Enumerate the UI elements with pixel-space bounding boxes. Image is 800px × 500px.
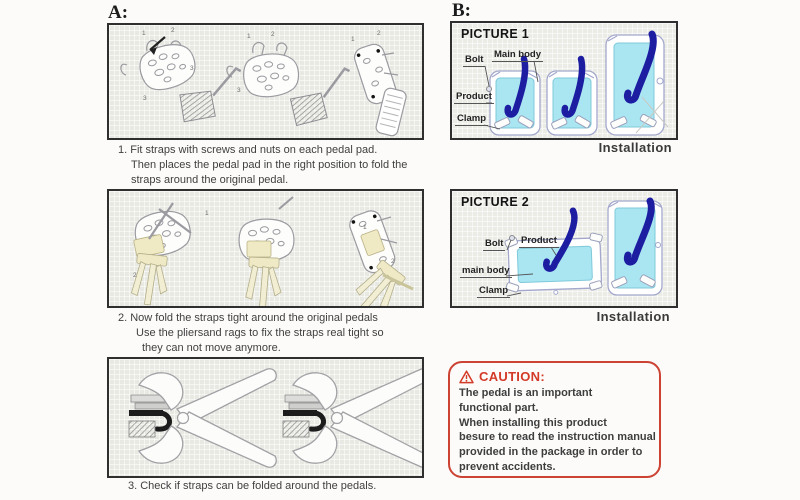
diagram-digit: 1 bbox=[142, 30, 146, 37]
caution-header bbox=[459, 368, 651, 385]
diagram-digit: 1 bbox=[247, 33, 251, 40]
caption-step-3-line-1: 3. Check if straps can be folded around the pedals. bbox=[128, 480, 377, 492]
warning-triangle-icon bbox=[459, 370, 474, 384]
exploded-diagram-step1 bbox=[109, 25, 422, 138]
pliers-diagram-step3 bbox=[109, 359, 422, 476]
diagram-digit: 1 bbox=[205, 210, 209, 217]
diagram-digit: 3 bbox=[237, 87, 241, 94]
diagram-digit: 2 bbox=[271, 31, 275, 38]
caution-line-1: The pedal is an important bbox=[459, 387, 593, 399]
caption-step-2-line-2: Use the pliersand rags to fix the straps real tight so bbox=[136, 327, 384, 339]
caption-step-2 bbox=[118, 311, 384, 356]
diagram-digit: 2 bbox=[133, 272, 137, 279]
panel-step-1 bbox=[107, 23, 424, 140]
caption-step-1-line-1: 1. Fit straps with screws and nuts on each pedal pad. bbox=[118, 144, 378, 156]
caption-step-1-line-2: Then places the pedal pad in the right position to fold the bbox=[131, 159, 408, 171]
picture-2-footer: Installation bbox=[596, 309, 670, 324]
caution-line-2: functional part. bbox=[459, 401, 539, 414]
picture-1-label-bolt: Bolt bbox=[465, 54, 484, 65]
caption-step-3 bbox=[128, 479, 376, 494]
picture-1-box bbox=[450, 21, 678, 140]
caution-line-6: prevent accidents. bbox=[459, 460, 556, 473]
section-a-label: A: bbox=[108, 2, 129, 23]
diagram-digit: 3 bbox=[190, 65, 194, 72]
caption-step-2-line-3: they can not move anymore. bbox=[142, 342, 281, 354]
caution-box bbox=[448, 361, 661, 478]
caution-line-4: besure to read the instruction manual bbox=[459, 431, 656, 444]
caution-title: CAUTION: bbox=[479, 369, 545, 384]
picture-2-title: PICTURE 2 bbox=[461, 195, 529, 209]
caption-step-1 bbox=[118, 143, 407, 188]
section-b-label: B: bbox=[452, 0, 471, 21]
caption-step-1-line-3: straps around the original pedal. bbox=[131, 174, 289, 186]
diagram-digit: 2 bbox=[377, 30, 381, 37]
picture-1-label-main-body: Main body bbox=[494, 49, 541, 60]
diagram-digit: 1 bbox=[363, 224, 367, 231]
panel-step-2 bbox=[107, 189, 424, 308]
picture-2-box bbox=[450, 189, 678, 308]
diagram-digit: 2 bbox=[391, 258, 395, 265]
picture-1-title: PICTURE 1 bbox=[461, 27, 529, 41]
diagram-digit: 3 bbox=[143, 95, 147, 102]
panel-step-3 bbox=[107, 357, 424, 478]
caution-line-5: provided in the package in order to bbox=[459, 446, 643, 459]
caution-line-3: When installing this product bbox=[459, 416, 607, 429]
picture-2-label-product: Product bbox=[521, 235, 557, 246]
picture-1-footer: Installation bbox=[598, 140, 672, 155]
picture-2-label-clamp: Clamp bbox=[479, 285, 509, 296]
picture-1-label-clamp: Clamp bbox=[457, 113, 487, 124]
caption-step-2-line-1: 2. Now fold the straps tight around the original pedals bbox=[118, 312, 378, 324]
picture-1-label-product: Product bbox=[456, 91, 492, 102]
diagram-digit: 1 bbox=[351, 36, 355, 43]
exploded-diagram-step2 bbox=[109, 191, 422, 306]
diagram-digit: 2 bbox=[171, 27, 175, 34]
picture-2-label-main-body: main body bbox=[462, 265, 510, 276]
picture-2-label-bolt: Bolt bbox=[485, 238, 504, 249]
